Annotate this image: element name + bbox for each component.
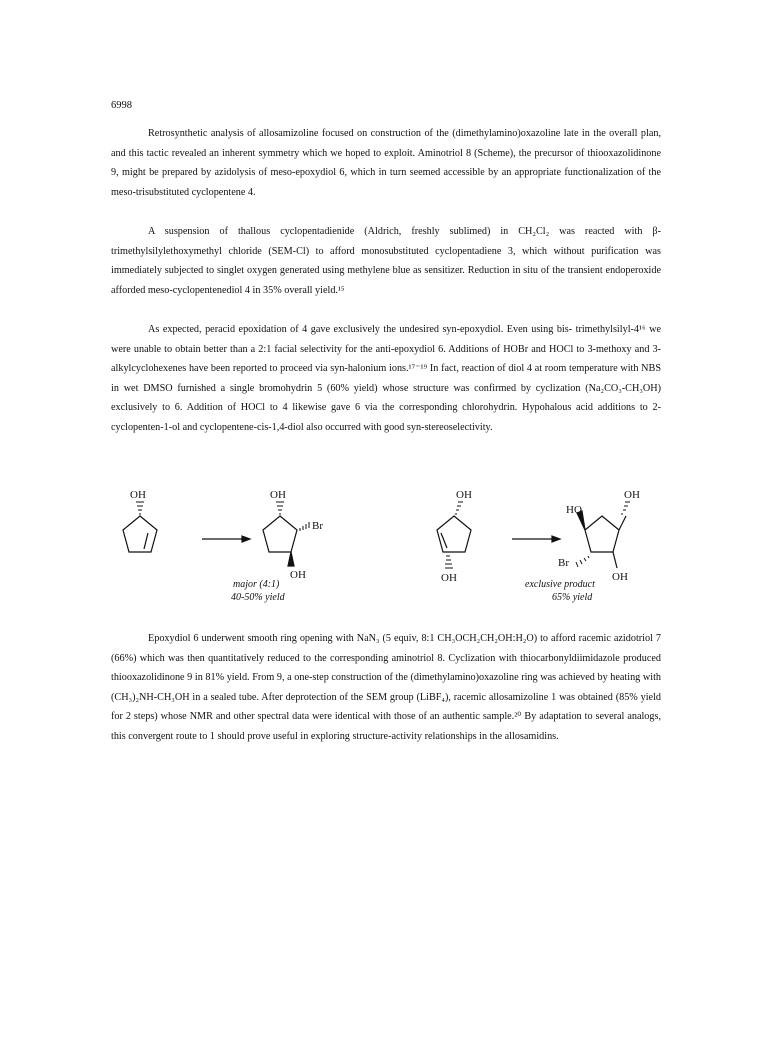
oh-label: OH <box>612 571 628 583</box>
text-line: A suspension of thallous cyclopentadienide (Aldrich, freshly sublimed) in CH₂Cl₂ was reacted with β- <box>148 226 661 237</box>
oh-label: OH <box>290 569 306 581</box>
text-line: Retrosynthetic analysis of allosamizoline focused on construction of the (dimethylamino)oxazoline late in <box>148 128 590 139</box>
bromohydrin-structure-right <box>576 502 630 568</box>
text-line: purification was immediately subjected to singlet oxygen generated using methylene blue as sensitizer. Reduction <box>111 245 661 277</box>
scheme-caption-left-ratio: major (4:1) <box>233 579 280 590</box>
paragraph-suspension <box>111 222 661 300</box>
scheme-caption-left-yield: 40-50% yield <box>231 592 285 603</box>
text-line: (dimethylamino)oxazoline ring was achieved by heating with (CH₃)₂NH-CH₃OH in a sealed tube. After <box>111 672 661 703</box>
reaction-arrow-1 <box>202 536 250 542</box>
ho-label: HO <box>566 504 582 516</box>
text-line: of HOBr and HOCl to 3-methoxy and 3-alkylcyclohexenes have been reported to proceed via syn-halonium <box>111 343 661 375</box>
paragraph-ring-opening <box>111 629 661 747</box>
paragraph-epoxidation <box>111 320 661 438</box>
scheme-caption-right-product: exclusive product <box>525 579 595 590</box>
oh-label: OH <box>270 489 286 501</box>
cyclopentenol-structure <box>123 502 157 552</box>
text-line: with thiocarbonyldiimidazole produced thiooxazolidinone 9 in 81% yield. From 9, a one-step construction of the <box>111 652 661 684</box>
cyclopentenediol-structure <box>437 502 471 568</box>
text-line: HOCl to 4 likewise gave 6 via the corresponding chlorohydrin. Hypohalous acid additions to 2-cyclopenten-1-ol <box>111 402 661 433</box>
text-line: racemic azidotriol 7 (66%) which was then quantitatively reduced to the corresponding aminotriol 8. Cyclization <box>111 633 661 664</box>
text-line: (Scheme), the precursor of thiooxazolidinone 9, might be prepared by azidolysis of meso-epoxydiol 6, which in <box>111 147 662 179</box>
text-line: the overall plan, and this tactic revealed an inherent symmetry which we hoped to exploit. Aminotriol 8 <box>111 128 661 159</box>
text-line: 5 (60% yield) whose structure was confirmed by cyclization (Na₂CO₃-CH₃OH) exclusively to 6. Addition of <box>111 382 661 414</box>
text-line: ions.¹⁷⁻¹⁹ In fact, reaction of diol 4 at room temperature with NBS in wet DMSO furnished a single bromohydrin <box>111 363 662 394</box>
text-line: this convergent route to 1 should prove useful in exploring structure-activity relationships in the allosamidins. <box>111 730 559 742</box>
text-line: trimethylsilylethoxymethyl chloride (SEM-Cl) to afford monosubstituted cyclopentadiene 3, which without <box>111 245 585 257</box>
scheme-drawing <box>100 484 680 614</box>
text-line: deprotection of the SEM group (LiBF₄), racemic allosamizoline 1 was obtained (85% yield for 2 steps) whose <box>111 691 662 723</box>
reaction-scheme <box>100 484 680 614</box>
text-line: turn seemed accessible by an appropriate functionalization of the meso-trisubstituted cyclopentene 4. <box>111 167 661 198</box>
oh-label: OH <box>624 489 640 501</box>
br-label: Br <box>312 520 323 532</box>
br-label: Br <box>558 557 569 569</box>
oh-label: OH <box>441 572 457 584</box>
oh-label: OH <box>456 489 472 501</box>
scheme-caption-right-yield: 65% yield <box>552 592 593 603</box>
bromohydrin-structure-left <box>263 502 309 566</box>
oh-label: OH <box>130 489 146 501</box>
paragraph-retrosynthesis <box>111 124 661 202</box>
text-line: and cyclopentene-cis-1,4-diol also occurred with good syn-stereoselectivity. <box>182 421 493 433</box>
text-line: As expected, peracid epoxidation of 4 gave exclusively the undesired syn-epoxydiol. Even using bis- <box>148 324 573 335</box>
text-line: trimethylsilyl-4¹⁶ we were unable to obtain better than a 2:1 facial selectivity for the anti-epoxydiol 6. Additions <box>111 324 661 355</box>
text-line: Epoxydiol 6 underwent smooth ring opening with NaN₃ (5 equiv, 8:1 CH₃OCH₂CH₂OH:H₂O) to afford <box>148 633 576 644</box>
text-line: NMR and other spectral data were identical with those of an authentic sample.²⁰ By adaptation to several analogs, <box>189 711 661 723</box>
page-number: 6998 <box>111 100 132 111</box>
text-line: in situ of the transient endoperoxide afforded meso-cyclopentenediol 4 in 35% overall yield.¹⁵ <box>111 265 661 296</box>
reaction-arrow-2 <box>512 536 560 542</box>
